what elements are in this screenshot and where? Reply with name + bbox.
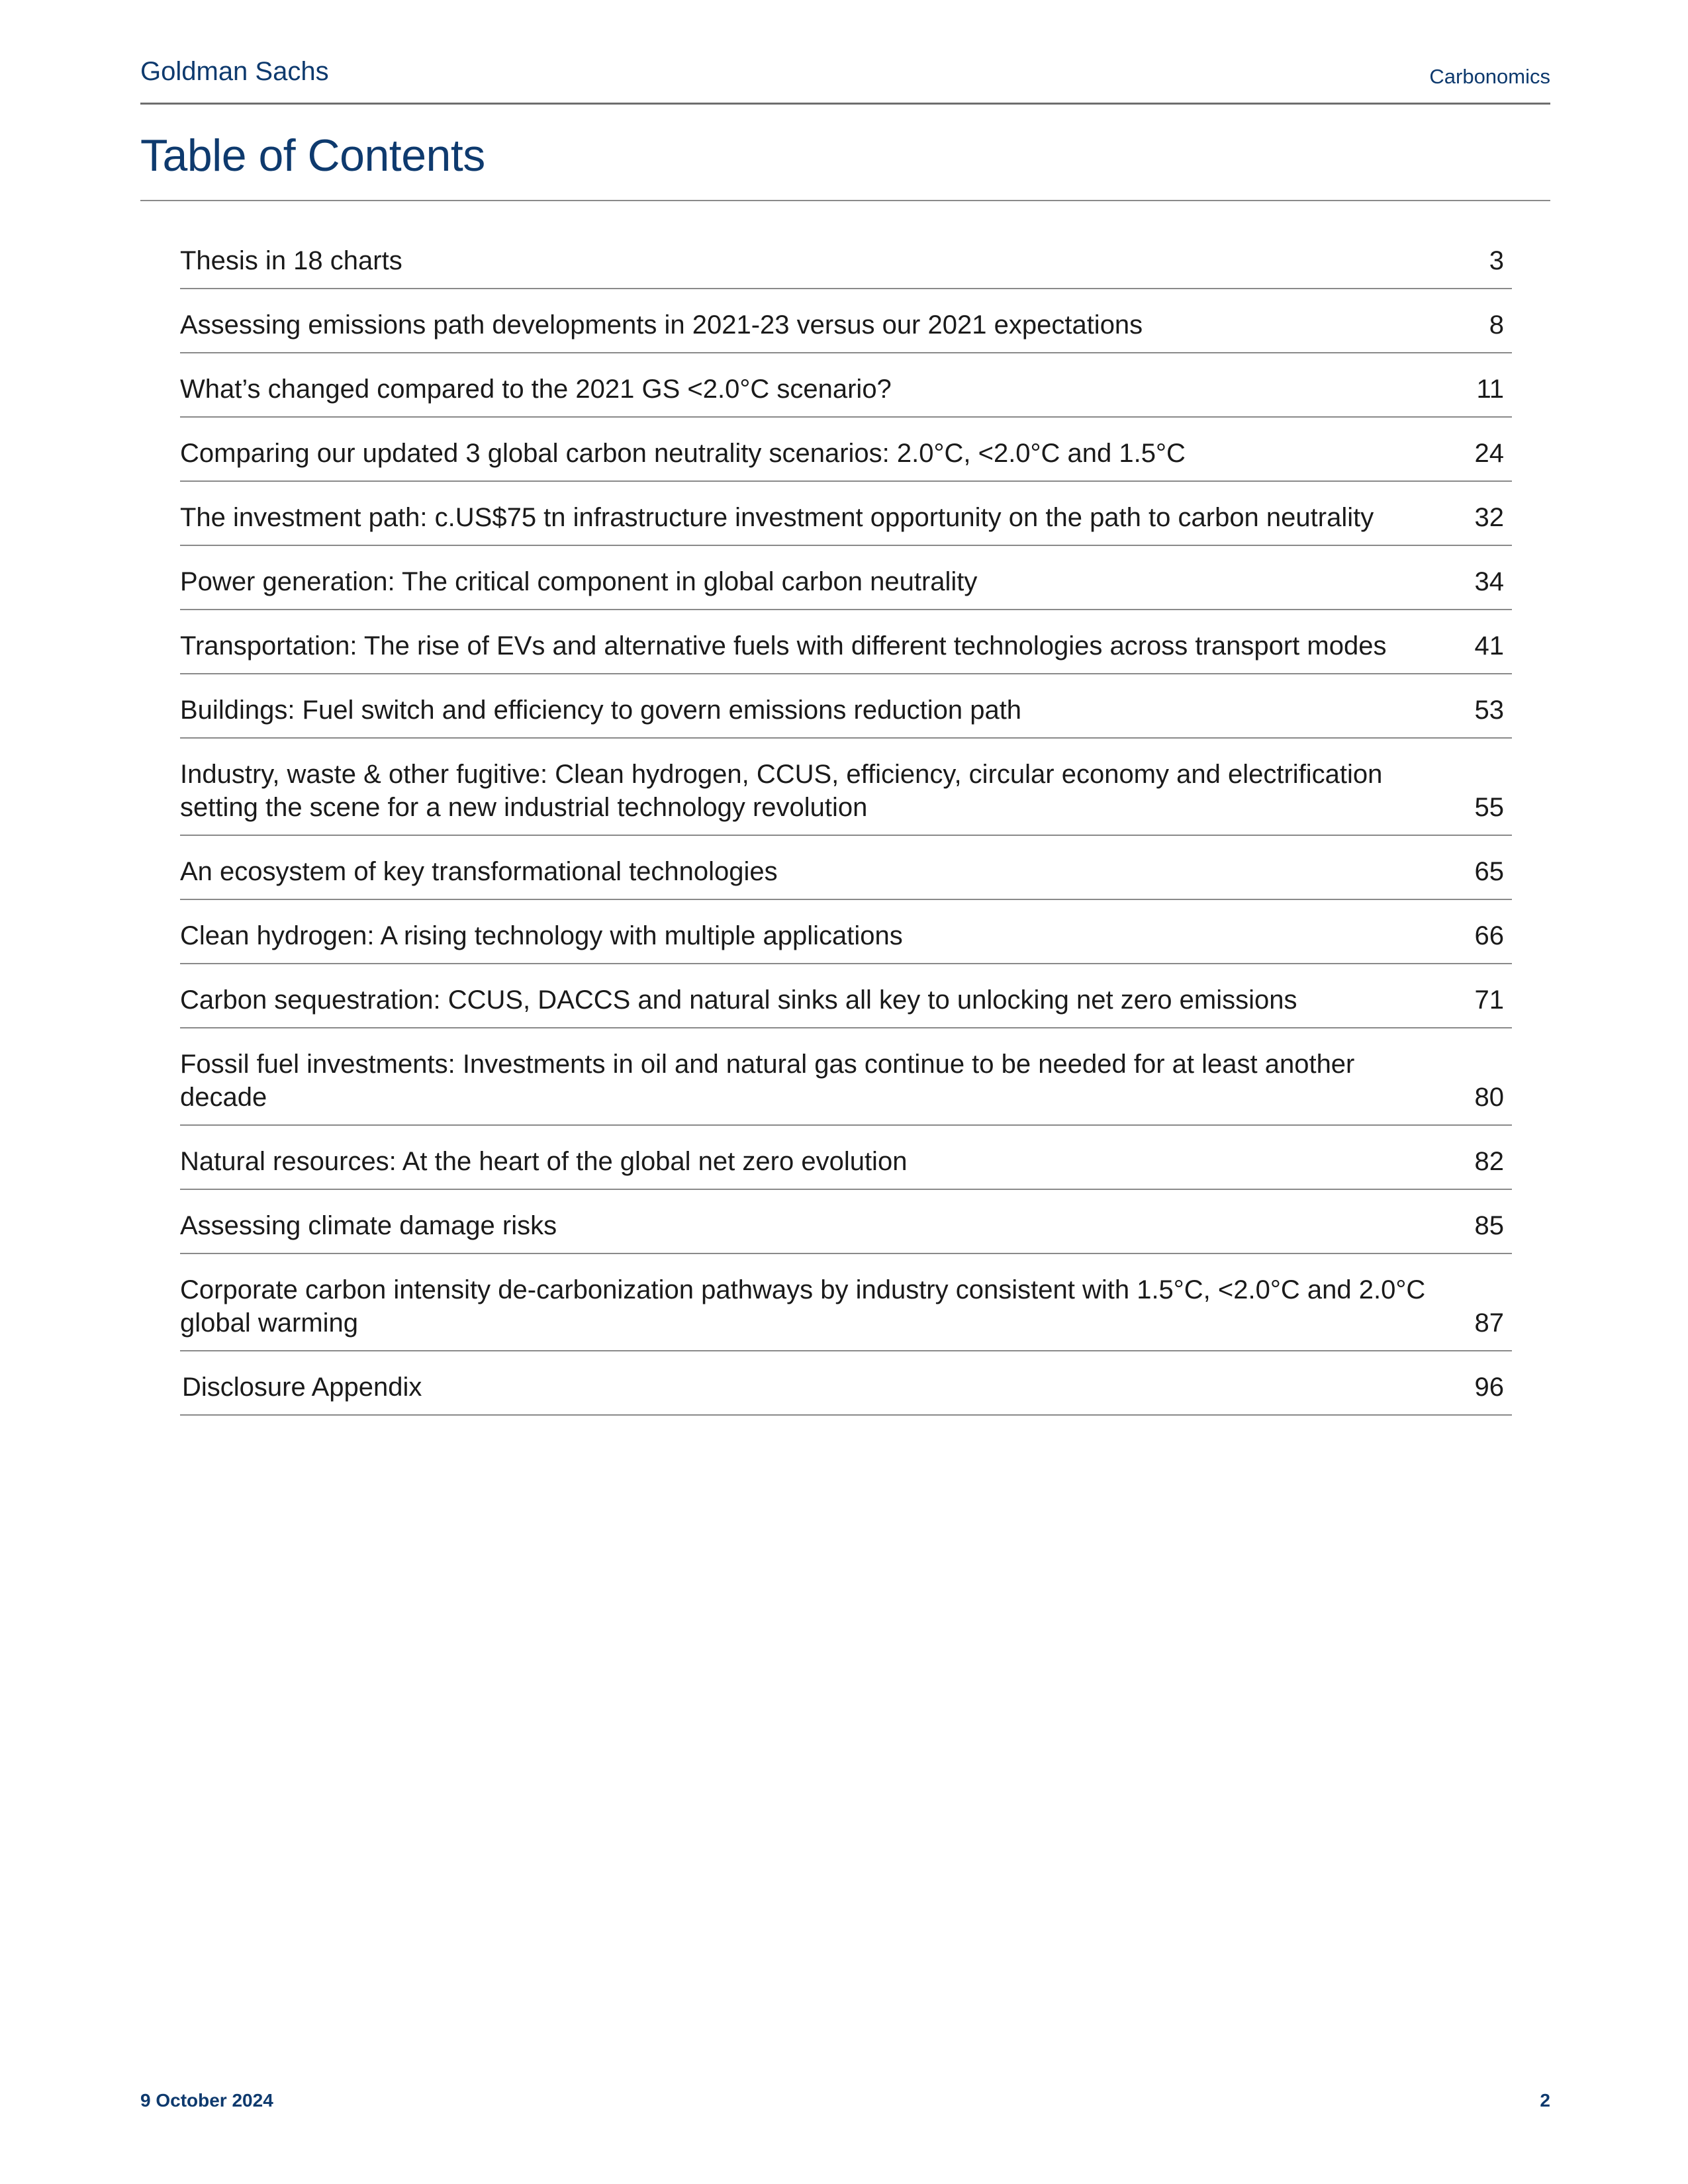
toc-entry-title: Thesis in 18 charts [180, 246, 402, 275]
toc-entry-title: Power generation: The critical component in global carbon neutrality [180, 567, 978, 596]
toc-entry-title: What’s changed compared to the 2021 GS <2.0°C scenario? [180, 375, 892, 404]
toc-entry-page: 3 [1489, 246, 1504, 275]
toc-entry-page: 41 [1474, 631, 1504, 660]
toc-entry-title: Transportation: The rise of EVs and alternative fuels with different technologies across transport modes [180, 631, 1387, 660]
toc-entry[interactable] [180, 610, 1512, 674]
toc-entry[interactable] [180, 482, 1512, 546]
toc-entry[interactable] [180, 225, 1512, 289]
toc-entry-title: Comparing our updated 3 global carbon neutrality scenarios: 2.0°C, <2.0°C and 1.5°C [180, 439, 1186, 468]
toc-entry-title: Natural resources: At the heart of the global net zero evolution [180, 1147, 908, 1176]
brand-name: Goldman Sachs [140, 57, 329, 86]
toc-entry[interactable] [180, 964, 1512, 1028]
toc-entry[interactable] [180, 1126, 1512, 1190]
toc-entry[interactable] [180, 836, 1512, 900]
toc-entry-title: Corporate carbon intensity de-carbonization pathways by industry consistent with 1.5°C, <2.0°C and 2.0°C global warming [180, 1275, 1426, 1338]
toc-entry-title: Disclosure Appendix [182, 1373, 422, 1402]
toc-entry-title: An ecosystem of key transformational technologies [180, 857, 778, 886]
page-title: Table of Contents [140, 130, 485, 181]
toc-entry-page: 53 [1474, 696, 1504, 725]
toc-entry[interactable] [180, 739, 1512, 836]
toc-entry-page: 11 [1476, 375, 1504, 404]
table-of-contents [180, 225, 1512, 1416]
toc-entry-page: 82 [1474, 1147, 1504, 1176]
toc-entry[interactable] [180, 900, 1512, 964]
toc-entry[interactable] [180, 546, 1512, 610]
toc-entry-page: 55 [1474, 793, 1504, 822]
toc-entry[interactable] [180, 674, 1512, 739]
toc-entry-title: Assessing emissions path developments in 2021-23 versus our 2021 expectations [180, 310, 1143, 340]
toc-entry[interactable] [180, 1028, 1512, 1126]
toc-entry-page: 66 [1474, 921, 1504, 950]
toc-entry[interactable] [180, 418, 1512, 482]
page-header [140, 56, 1550, 105]
toc-entry[interactable] [180, 1351, 1512, 1416]
footer-date: 9 October 2024 [140, 2090, 273, 2111]
toc-entry-title: Assessing climate damage risks [180, 1211, 557, 1240]
toc-entry-page: 85 [1474, 1211, 1504, 1240]
toc-entry-page: 34 [1474, 567, 1504, 596]
footer-page-number: 2 [1540, 2090, 1550, 2111]
toc-entry-page: 71 [1474, 985, 1504, 1015]
toc-entry[interactable] [180, 353, 1512, 418]
title-divider [140, 200, 1550, 201]
toc-entry-page: 96 [1474, 1373, 1504, 1402]
toc-entry-title: Buildings: Fuel switch and efficiency to govern emissions reduction path [180, 696, 1022, 725]
toc-entry-page: 32 [1474, 503, 1504, 532]
toc-entry-page: 65 [1474, 857, 1504, 886]
toc-entry-title: The investment path: c.US$75 tn infrastructure investment opportunity on the path to carbon neutrality [180, 503, 1374, 532]
toc-entry-page: 80 [1474, 1083, 1504, 1112]
toc-entry-title: Clean hydrogen: A rising technology with multiple applications [180, 921, 903, 950]
toc-entry-page: 87 [1474, 1308, 1504, 1338]
toc-entry[interactable] [180, 1254, 1512, 1351]
toc-entry-title: Industry, waste & other fugitive: Clean hydrogen, CCUS, efficiency, circular economy and electrification setting the scene for a new industrial technology revolution [180, 760, 1383, 822]
toc-entry-title: Fossil fuel investments: Investments in oil and natural gas continue to be needed for at least another decade [180, 1050, 1355, 1112]
toc-entry-page: 8 [1489, 310, 1504, 340]
toc-entry-title: Carbon sequestration: CCUS, DACCS and natural sinks all key to unlocking net zero emissions [180, 985, 1297, 1015]
toc-entry-page: 24 [1474, 439, 1504, 468]
toc-entry[interactable] [180, 1190, 1512, 1254]
toc-entry[interactable] [180, 289, 1512, 353]
series-name: Carbonomics [1429, 65, 1550, 88]
